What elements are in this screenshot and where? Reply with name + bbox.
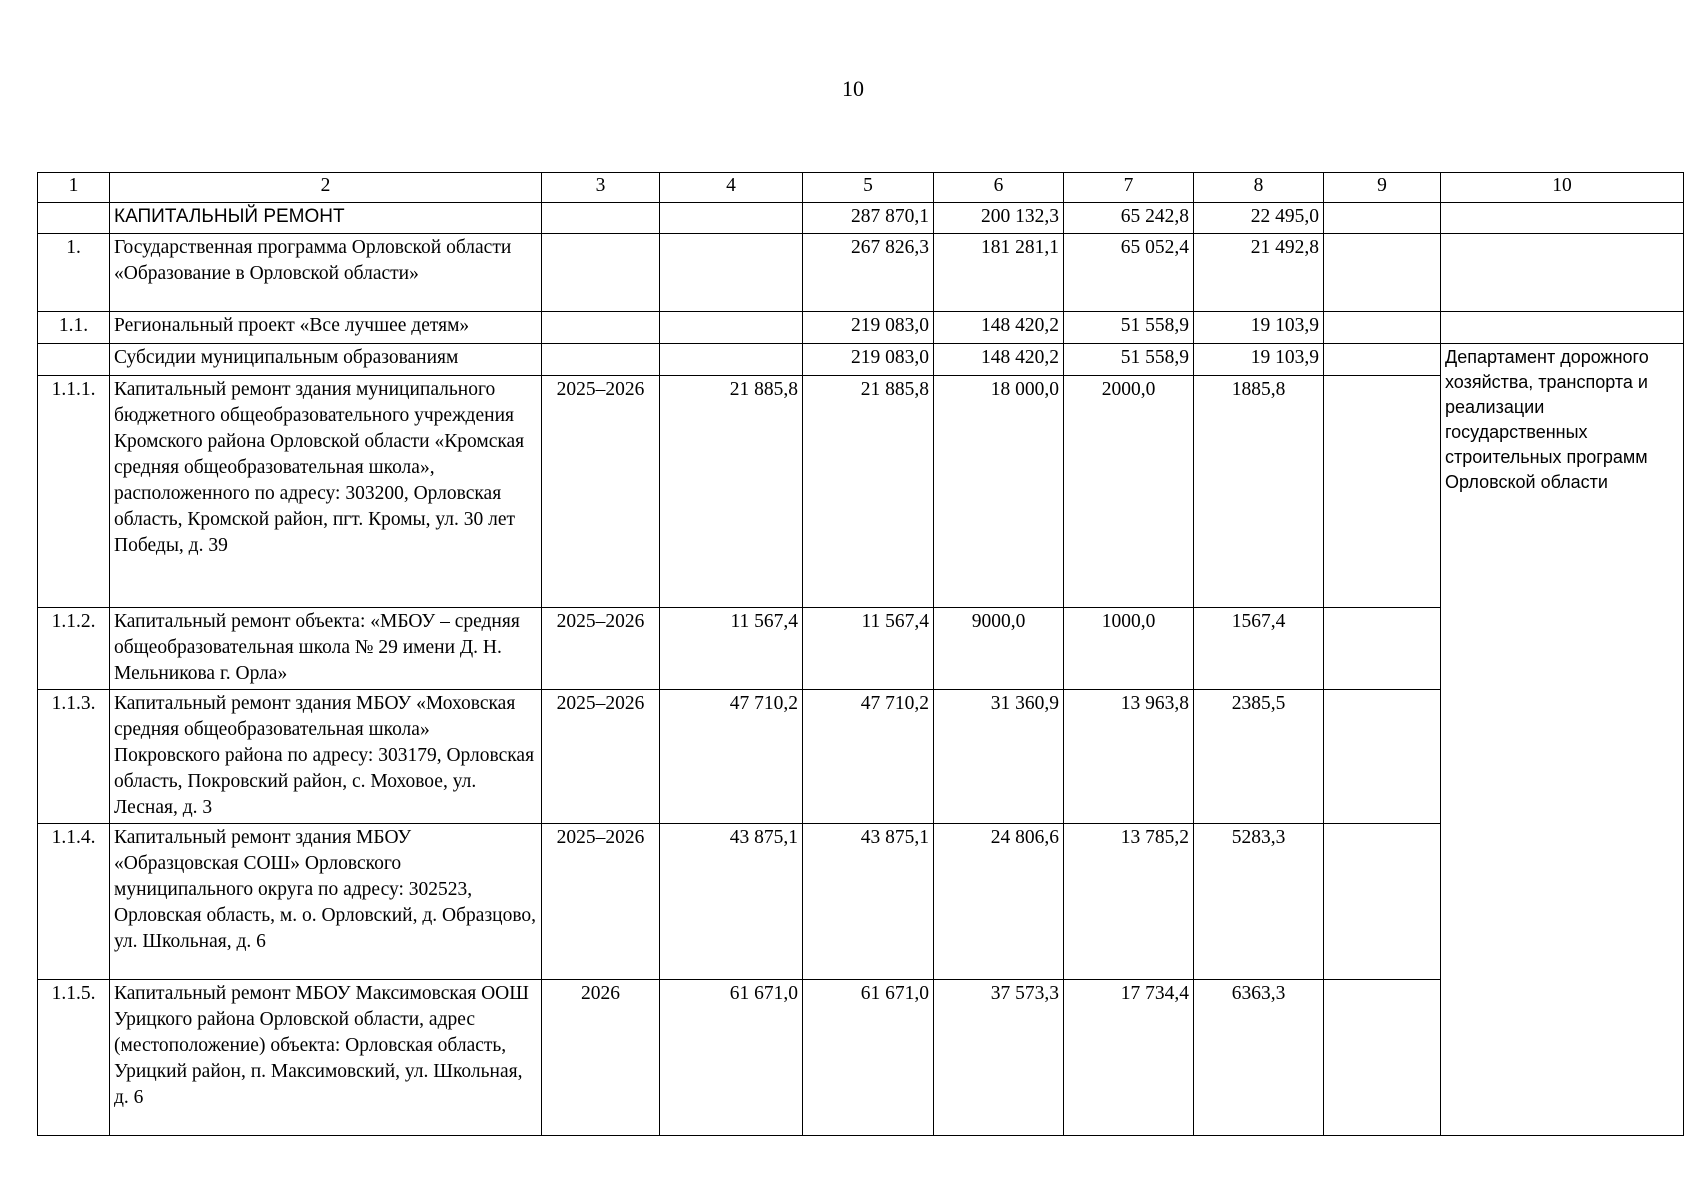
cell-col4: 47 710,2 xyxy=(660,690,803,824)
cell-col5: 11 567,4 xyxy=(803,608,934,690)
cell-col6: 37 573,3 xyxy=(934,980,1064,1136)
row-number: 1. xyxy=(38,234,110,312)
project-row xyxy=(38,312,1684,344)
row-label: Субсидии муниципальным образованиям xyxy=(110,344,542,376)
cell-col7: 13 785,2 xyxy=(1064,824,1194,980)
table-row xyxy=(38,690,1684,824)
cell-col6: 24 806,6 xyxy=(934,824,1064,980)
row-label: Капитальный ремонт здания муниципального бюджетного общеобразовательного учреждения Кромского района Орловской области «Кромская средняя общеобразовательная школа», расположенного по адресу: 303200, Орловская область, Кромской район, пгт. Кромы, ул. 30 лет Победы, д. 39 xyxy=(110,376,542,608)
budget-table xyxy=(37,172,1684,1136)
cell xyxy=(1324,824,1441,980)
table-row xyxy=(38,824,1684,980)
cell-col8: 21 492,8 xyxy=(1194,234,1324,312)
row-number: 1.1.3. xyxy=(38,690,110,824)
program-row xyxy=(38,234,1684,312)
cell xyxy=(542,203,660,234)
cell-col8: 2385,5 xyxy=(1194,690,1324,824)
column-header-row xyxy=(38,173,1684,203)
row-label: Капитальный ремонт объекта: «МБОУ – средняя общеобразовательная школа № 29 имени Д. Н. Мельникова г. Орла» xyxy=(110,608,542,690)
cell-period: 2025–2026 xyxy=(542,376,660,608)
subsidy-row xyxy=(38,344,1684,376)
table-row xyxy=(38,608,1684,690)
cell xyxy=(542,234,660,312)
cell xyxy=(542,312,660,344)
cell-col5: 267 826,3 xyxy=(803,234,934,312)
cell-col4: 43 875,1 xyxy=(660,824,803,980)
cell-col7: 65 242,8 xyxy=(1064,203,1194,234)
cell-period: 2025–2026 xyxy=(542,690,660,824)
cell-col6: 181 281,1 xyxy=(934,234,1064,312)
cell xyxy=(1441,234,1684,312)
cell-col6: 148 420,2 xyxy=(934,344,1064,376)
cell xyxy=(1324,980,1441,1136)
cell-col7: 1000,0 xyxy=(1064,608,1194,690)
cell xyxy=(660,312,803,344)
cell-col4: 21 885,8 xyxy=(660,376,803,608)
cell-col8: 19 103,9 xyxy=(1194,344,1324,376)
column-header: 10 xyxy=(1441,173,1684,203)
row-number: 1.1.1. xyxy=(38,376,110,608)
cell-period: 2025–2026 xyxy=(542,824,660,980)
cell-col7: 2000,0 xyxy=(1064,376,1194,608)
cell xyxy=(1324,203,1441,234)
cell xyxy=(1324,608,1441,690)
cell-col8: 6363,3 xyxy=(1194,980,1324,1136)
cell-col5: 21 885,8 xyxy=(803,376,934,608)
row-number: 1.1. xyxy=(38,312,110,344)
column-header: 8 xyxy=(1194,173,1324,203)
column-header: 4 xyxy=(660,173,803,203)
row-label: Капитальный ремонт МБОУ Максимовская ООШ Урицкого района Орловской области, адрес (местоположение) объекта: Орловская область, Урицкий район, п. Максимовский, ул. Школьная, д. 6 xyxy=(110,980,542,1136)
cell-col5: 43 875,1 xyxy=(803,824,934,980)
cell xyxy=(1324,312,1441,344)
cell-col7: 51 558,9 xyxy=(1064,312,1194,344)
total-row xyxy=(38,203,1684,234)
row-label: КАПИТАЛЬНЫЙ РЕМОНТ xyxy=(110,203,542,234)
cell-col6: 200 132,3 xyxy=(934,203,1064,234)
cell-col8: 5283,3 xyxy=(1194,824,1324,980)
cell xyxy=(660,344,803,376)
page-number: 10 xyxy=(842,76,864,101)
row-number xyxy=(38,344,110,376)
table-row xyxy=(38,376,1684,608)
cell xyxy=(1441,203,1684,234)
column-header: 9 xyxy=(1324,173,1441,203)
cell-col6: 18 000,0 xyxy=(934,376,1064,608)
cell-period: 2026 xyxy=(542,980,660,1136)
cell-col4: 61 671,0 xyxy=(660,980,803,1136)
row-number: 1.1.2. xyxy=(38,608,110,690)
column-header: 5 xyxy=(803,173,934,203)
cell-col5: 219 083,0 xyxy=(803,312,934,344)
column-header: 2 xyxy=(110,173,542,203)
column-header: 6 xyxy=(934,173,1064,203)
cell-col8: 1885,8 xyxy=(1194,376,1324,608)
cell-period: 2025–2026 xyxy=(542,608,660,690)
cell xyxy=(1324,234,1441,312)
cell-col8: 1567,4 xyxy=(1194,608,1324,690)
cell xyxy=(1324,690,1441,824)
row-label: Капитальный ремонт здания МБОУ «Моховская средняя общеобразовательная школа» Покровского района по адресу: 303179, Орловская область, Покровский район, с. Моховое, ул. Лесная, д. 3 xyxy=(110,690,542,824)
cell-col5: 47 710,2 xyxy=(803,690,934,824)
cell-col6: 31 360,9 xyxy=(934,690,1064,824)
row-number xyxy=(38,203,110,234)
cell-col6: 148 420,2 xyxy=(934,312,1064,344)
cell-col5: 61 671,0 xyxy=(803,980,934,1136)
cell-col8: 22 495,0 xyxy=(1194,203,1324,234)
column-header: 1 xyxy=(38,173,110,203)
cell-col5: 219 083,0 xyxy=(803,344,934,376)
row-label: Региональный проект «Все лучшее детям» xyxy=(110,312,542,344)
row-label: Капитальный ремонт здания МБОУ «Образцовская СОШ» Орловского муниципального округа по адресу: 302523, Орловская область, м. о. Орловский, д. Образцово, ул. Школьная, д. 6 xyxy=(110,824,542,980)
cell-col4: 11 567,4 xyxy=(660,608,803,690)
cell-col8: 19 103,9 xyxy=(1194,312,1324,344)
column-header: 7 xyxy=(1064,173,1194,203)
cell-col5: 287 870,1 xyxy=(803,203,934,234)
cell-col7: 65 052,4 xyxy=(1064,234,1194,312)
cell xyxy=(1324,344,1441,376)
row-number: 1.1.4. xyxy=(38,824,110,980)
cell xyxy=(542,344,660,376)
cell xyxy=(1324,376,1441,608)
cell-col7: 51 558,9 xyxy=(1064,344,1194,376)
responsible-department: Департамент дорожного хозяйства, транспорта и реализации государственных строительных программ Орловской области xyxy=(1441,344,1684,1136)
row-label: Государственная программа Орловской области «Образование в Орловской области» xyxy=(110,234,542,312)
cell xyxy=(1441,312,1684,344)
cell xyxy=(660,203,803,234)
column-header: 3 xyxy=(542,173,660,203)
cell-col6: 9000,0 xyxy=(934,608,1064,690)
table-row xyxy=(38,980,1684,1136)
cell-col7: 13 963,8 xyxy=(1064,690,1194,824)
cell xyxy=(660,234,803,312)
row-number: 1.1.5. xyxy=(38,980,110,1136)
cell-col7: 17 734,4 xyxy=(1064,980,1194,1136)
